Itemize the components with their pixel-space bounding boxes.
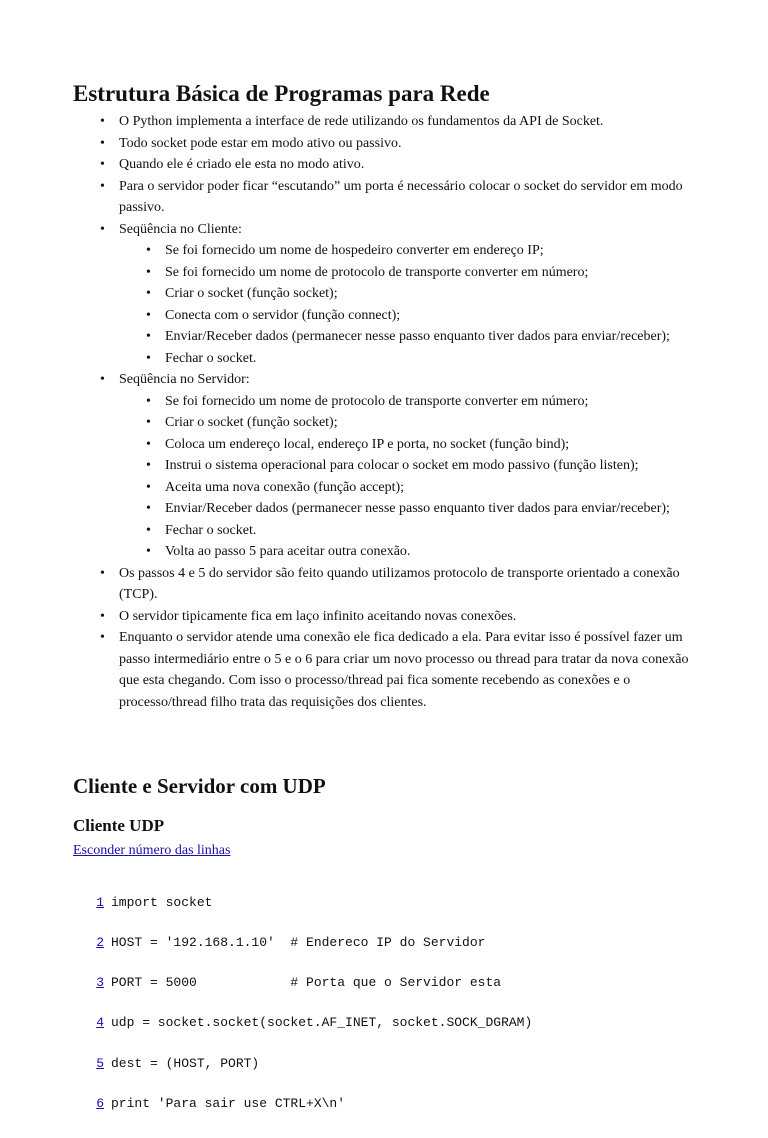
line-number-link[interactable]: 4 <box>96 1015 104 1031</box>
list-item: • Conecta com o servidor (função connect); <box>119 305 700 327</box>
code-line <box>73 1016 532 1029</box>
code-line <box>73 1097 532 1110</box>
line-number-link[interactable]: 5 <box>96 1055 104 1071</box>
toggle-line-numbers-link[interactable]: Esconder número das linhas <box>73 843 231 858</box>
list-item: • Se foi fornecido um nome de protocolo de transporte converter em número; <box>119 262 700 284</box>
cliente-steps-list <box>119 240 700 369</box>
main-bullet-list <box>0 111 700 713</box>
list-item: • Coloca um endereço local, endereço IP e porta, no socket (função bind); <box>119 434 700 456</box>
list-item: • Quando ele é criado ele esta no modo ativo. <box>0 154 700 176</box>
section-title-estrutura: Estrutura Básica de Programas para Rede <box>73 81 490 106</box>
code-text: print 'Para sair use CTRL+X\n' <box>111 1095 346 1111</box>
list-item: • Instrui o sistema operacional para colocar o socket em modo passivo (função listen); <box>119 455 700 477</box>
list-item: • Se foi fornecido um nome de hospedeiro converter em endereço IP; <box>119 240 700 262</box>
list-item: • Para o servidor poder ficar “escutando” um porta é necessário colocar o socket do servidor em modo passivo. <box>0 176 700 219</box>
code-text: HOST = '192.168.1.10' # Endereco IP do Servidor <box>111 935 486 951</box>
list-item: • Criar o socket (função socket); <box>119 412 700 434</box>
list-item: • Criar o socket (função socket); <box>119 283 700 305</box>
list-item: • Enviar/Receber dados (permanecer nesse passo enquanto tiver dados para enviar/receber); <box>119 326 700 348</box>
list-item: • O Python implementa a interface de rede utilizando os fundamentos da API de Socket. <box>0 111 700 133</box>
subsection-title-cliente-udp: Cliente UDP <box>73 816 165 835</box>
line-number-link[interactable]: 6 <box>96 1095 104 1111</box>
list-item: • Enquanto o servidor atende uma conexão ele fica dedicado a ela. Para evitar isso é possível fazer um passo intermediário entre o 5 e o 6 para criar um novo processo ou thread para tratar da nova conexão que esta chegando. Com isso o processo/thread pai fica somente recebendo as conexões e o processo/thread filho trata das requisições dos clientes. <box>0 627 700 713</box>
code-text: udp = socket.socket(socket.AF_INET, socket.SOCK_DGRAM) <box>111 1015 533 1031</box>
code-line <box>73 1057 532 1070</box>
code-line <box>73 896 532 909</box>
servidor-steps-list <box>119 391 700 563</box>
list-item: • Todo socket pode estar em modo ativo ou passivo. <box>0 133 700 155</box>
code-line <box>73 976 532 989</box>
code-block <box>73 869 532 1137</box>
line-number-link[interactable]: 3 <box>96 975 104 991</box>
list-item: • Se foi fornecido um nome de protocolo de transporte converter em número; <box>119 391 700 413</box>
line-number-link[interactable]: 1 <box>96 894 104 910</box>
line-number-link[interactable]: 2 <box>96 935 104 951</box>
code-text: PORT = 5000 # Porta que o Servidor esta <box>111 975 502 991</box>
list-item: • Fechar o socket. <box>119 520 700 542</box>
code-text: dest = (HOST, PORT) <box>111 1055 260 1071</box>
list-item: • Fechar o socket. <box>119 348 700 370</box>
list-item-label: Seqüência no Servidor: <box>119 372 250 387</box>
list-item: • Os passos 4 e 5 do servidor são feito quando utilizamos protocolo de transporte orientado a conexão (TCP). <box>0 563 700 606</box>
list-item: • Volta ao passo 5 para aceitar outra conexão. <box>119 541 700 563</box>
code-text: import socket <box>111 894 213 910</box>
list-item-sequencia-servidor <box>0 369 700 563</box>
list-item: • Enviar/Receber dados (permanecer nesse passo enquanto tiver dados para enviar/receber); <box>119 498 700 520</box>
list-item-sequencia-cliente <box>0 219 700 370</box>
code-line <box>73 936 532 949</box>
list-item: • Aceita uma nova conexão (função accept); <box>119 477 700 499</box>
list-item-label: Seqüência no Cliente: <box>119 221 242 237</box>
section-title-udp: Cliente e Servidor com UDP <box>73 774 326 798</box>
list-item: • O servidor tipicamente fica em laço infinito aceitando novas conexões. <box>0 606 700 628</box>
